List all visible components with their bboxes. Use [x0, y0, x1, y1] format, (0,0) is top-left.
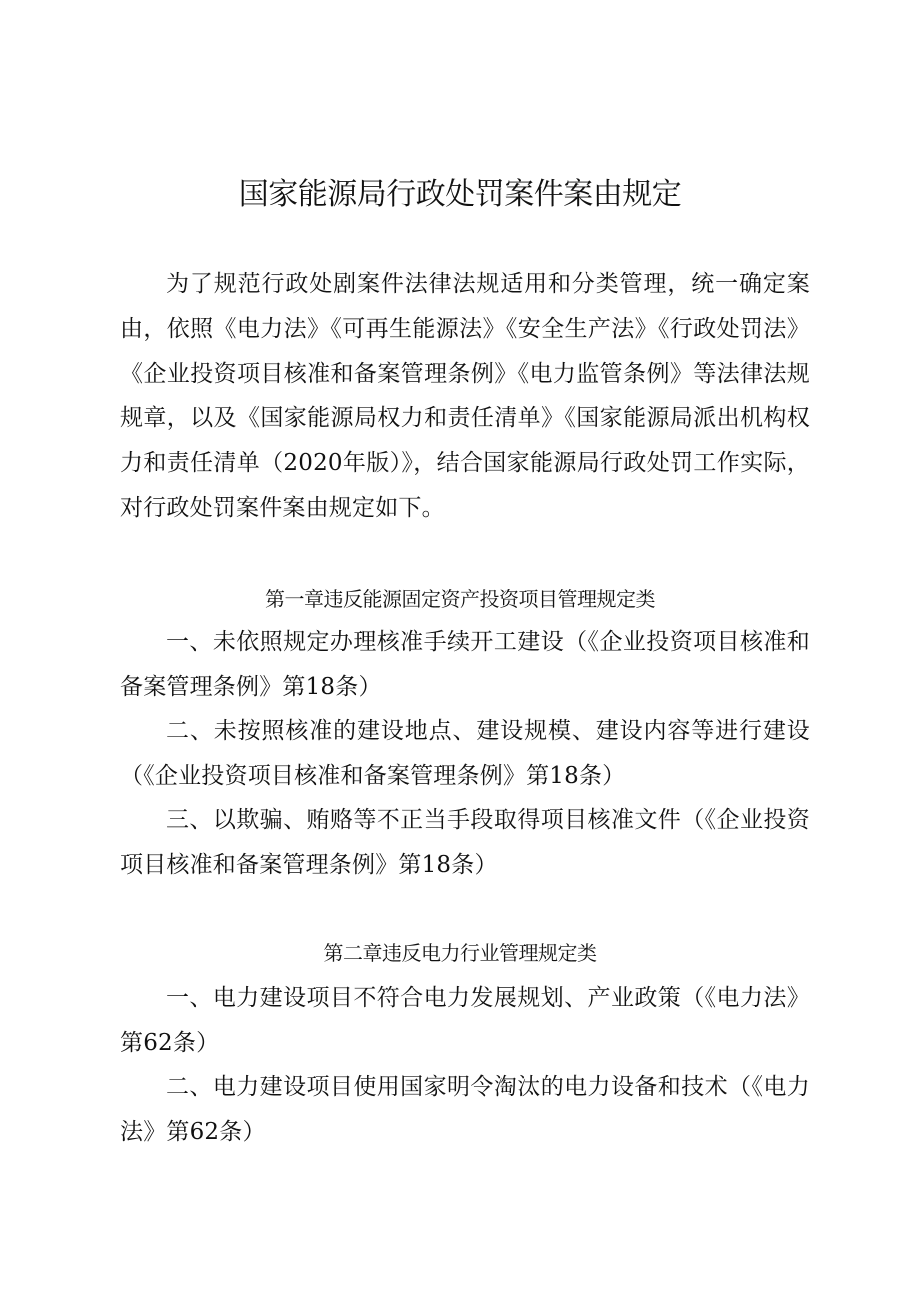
chapter-2-item-1: 一、电力建设项目不符合电力发展规划、产业政策（《电力法》第62条）: [120, 985, 810, 1056]
chapter-1-item-1: 一、未依照规定办理核准手续开工建设（《企业投资项目核准和备案管理条例》第18条）: [120, 629, 810, 700]
chapter-2-heading: 第二章违反电力行业管理规定类: [323, 941, 597, 965]
chapter-1-item-3: 三、以欺骗、贿赂等不正当手段取得项目核准文件（《企业投资项目核准和备案管理条例》第18条）: [120, 807, 810, 878]
chapter-1-heading: 第一章违反能源固定资产投资项目管理规定类: [265, 587, 655, 611]
document-title: 国家能源局行政处罚案件案由规定: [238, 177, 682, 212]
preamble-paragraph: 为了规范行政处剧案件法律法规适用和分类管理，统一确定案由，依照《电力法》《可再生能源法》《安全生产法》《行政处罚法》《企业投资项目核准和备案管理条例》《电力监管条例》等法律法规规章，以及《国家能源局权力和责任清单》《国家能源局派出机构权力和责任清单（2020年版）》，结合国家能源局行政处罚工作实际，对行政处罚案件案由规定如下。: [120, 271, 810, 521]
chapter-2-item-2: 二、电力建设项目使用国家明令淘汰的电力设备和技术（《电力法》第62条）: [120, 1074, 810, 1145]
chapter-1-item-2: 二、未按照核准的建设地点、建设规模、建设内容等进行建设（《企业投资项目核准和备案管理条例》第18条）: [120, 718, 810, 789]
